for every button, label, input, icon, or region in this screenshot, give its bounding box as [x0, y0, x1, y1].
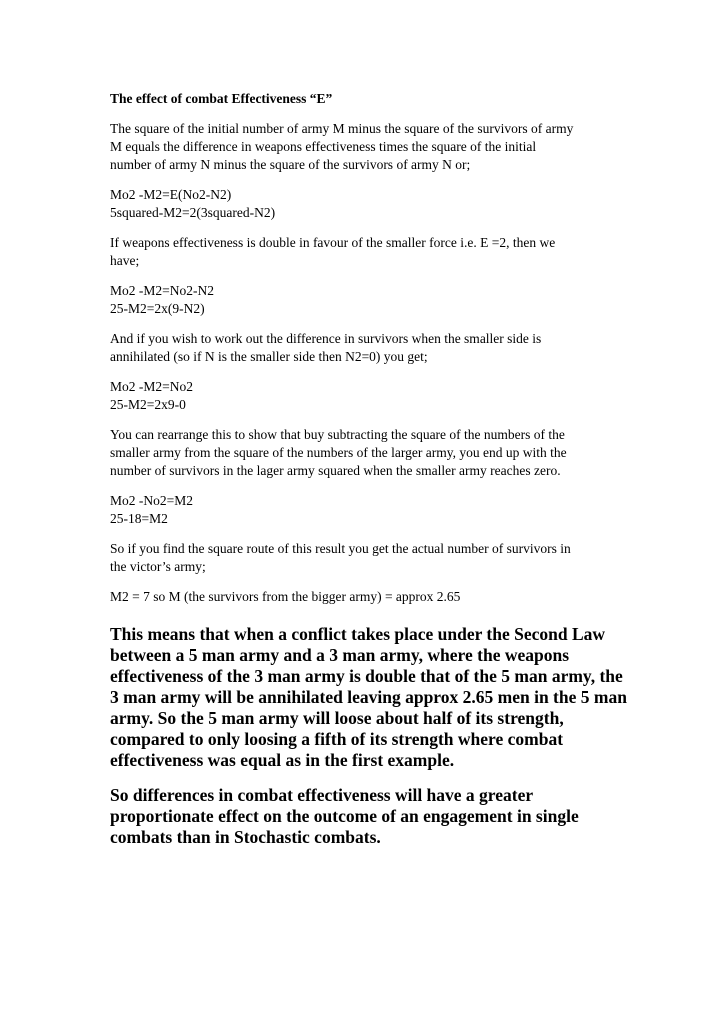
document-body	[110, 90, 627, 862]
equation-line: Mo2 -M2=No2-N2	[110, 283, 214, 298]
text-line: So differences in combat effectiveness will have a greater	[110, 785, 534, 805]
equation-line: 25-M2=2x(9-N2)	[110, 301, 205, 316]
text-line: effectiveness of the 3 man army is double that of the 5 man army, the	[110, 666, 623, 686]
text-line: proportionate effect on the outcome of an engagement in single	[110, 806, 579, 826]
document-title: The effect of combat Effectiveness “E”	[110, 91, 333, 106]
text-line: This means that when a conflict takes place under the Second Law	[110, 624, 606, 644]
text-line: number of army N minus the square of the survivors of army N or;	[110, 157, 471, 172]
equation-line: M2 = 7 so M (the survivors from the bigger army) = approx 2.65	[110, 589, 461, 604]
text-line: And if you wish to work out the difference in survivors when the smaller side is	[110, 331, 542, 346]
equation-line: 25-18=M2	[110, 511, 168, 526]
text-line: combats than in Stochastic combats.	[110, 827, 381, 847]
text-line: have;	[110, 253, 140, 268]
text-line: number of survivors in the lager army squared when the smaller army reaches zero.	[110, 463, 561, 478]
equation-line: Mo2 -M2=E(No2-N2)	[110, 187, 232, 202]
text-line: compared to only loosing a fifth of its strength where combat	[110, 729, 564, 749]
text-line: M equals the difference in weapons effectiveness times the square of the initial	[110, 139, 537, 154]
text-line: annihilated (so if N is the smaller side then N2=0) you get;	[110, 349, 428, 364]
paragraph-4	[110, 426, 620, 480]
equation-block-2	[110, 282, 620, 318]
text-line: the victor’s army;	[110, 559, 206, 574]
equation-line: 25-M2=2x9-0	[110, 397, 186, 412]
paragraph-2	[110, 234, 620, 270]
equation-line: 5squared-M2=2(3squared-N2)	[110, 205, 276, 220]
bold-conclusion-paragraph	[110, 624, 627, 771]
equation-line: Mo2 -No2=M2	[110, 493, 193, 508]
text-line: smaller army from the square of the numbers of the larger army, you end up with the	[110, 445, 567, 460]
equation-block-1	[110, 186, 620, 222]
equation-block-4	[110, 492, 620, 528]
text-line: effectiveness was equal as in the first example.	[110, 750, 455, 770]
equation-block-5	[110, 588, 620, 606]
intro-paragraph	[110, 120, 620, 174]
equation-block-3	[110, 378, 620, 414]
paragraph-3	[110, 330, 620, 366]
bold-summary-paragraph	[110, 785, 620, 848]
text-line: army. So the 5 man army will loose about half of its strength,	[110, 708, 564, 728]
equation-line: Mo2 -M2=No2	[110, 379, 193, 394]
text-line: If weapons effectiveness is double in favour of the smaller force i.e. E =2, then we	[110, 235, 556, 250]
text-line: You can rearrange this to show that buy subtracting the square of the numbers of the	[110, 427, 565, 442]
text-line: between a 5 man army and a 3 man army, where the weapons	[110, 645, 570, 665]
text-line: 3 man army will be annihilated leaving approx 2.65 men in the 5 man	[110, 687, 627, 707]
text-line: So if you find the square route of this result you get the actual number of survivors in	[110, 541, 571, 556]
text-line: The square of the initial number of army M minus the square of the survivors of army	[110, 121, 574, 136]
paragraph-5	[110, 540, 620, 576]
